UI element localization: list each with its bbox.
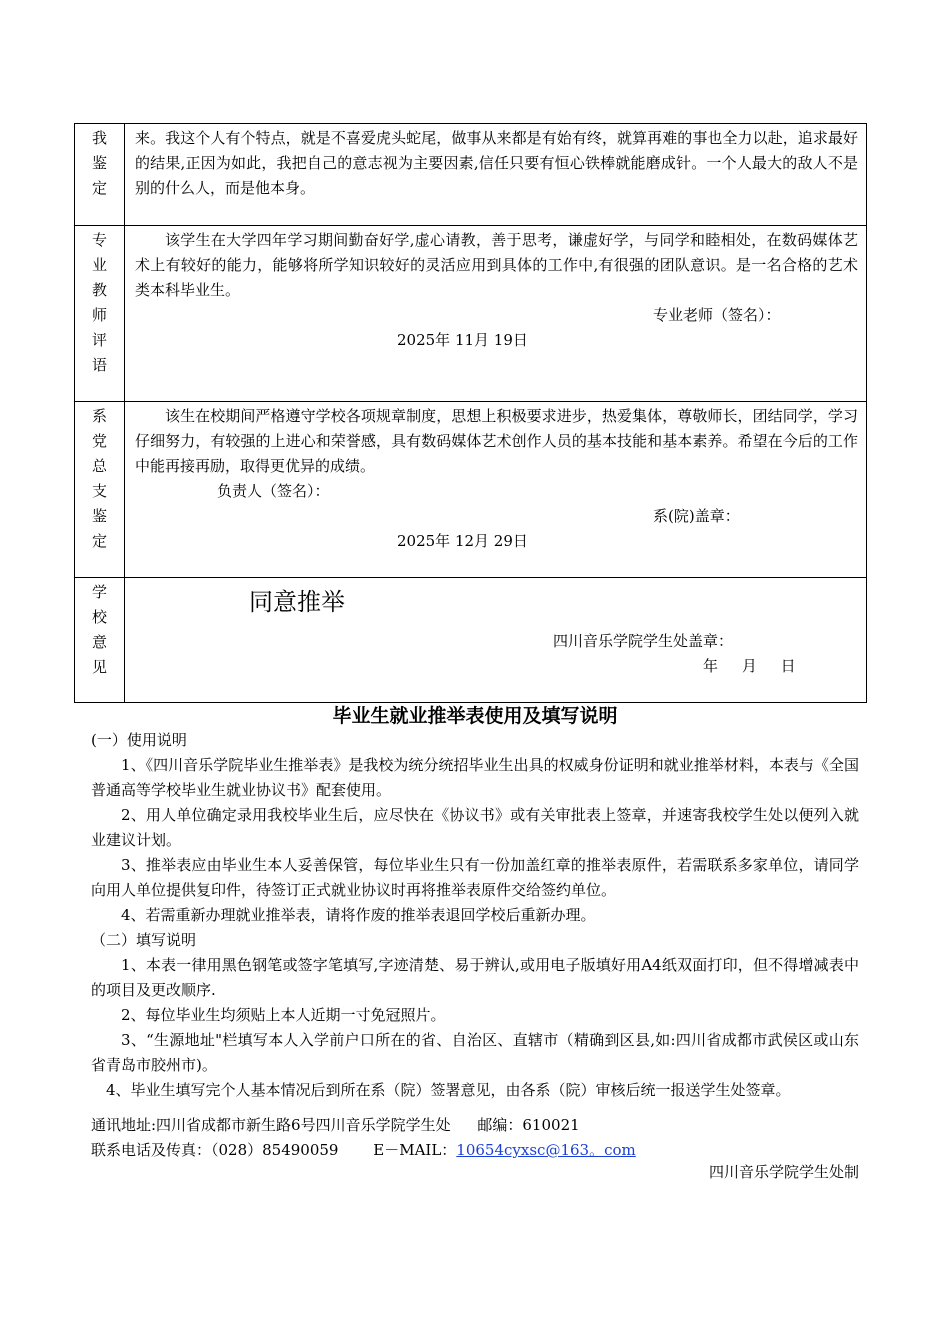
row-self-evaluation	[75, 124, 867, 226]
section-filling-heading: （二）填写说明	[91, 931, 197, 949]
label-teacher-comment: 专 业 教 师 评 语	[75, 226, 125, 402]
guide-body	[91, 728, 859, 1103]
address: 通讯地址:四川省成都市新生路6号四川音乐学院学生处	[91, 1116, 451, 1134]
filling-item: 1、本表一律用黑色钢笔或签字笔填写,字迹清楚、易于辨认,或用电子版填好用A4纸双面打印，但不得增减表中的项目及更改顺序.	[91, 956, 859, 999]
usage-item: 4、若需重新办理就业推举表，请将作废的推举表退回学校后重新办理。	[121, 906, 596, 924]
party-responsible-signature: 负责人（签名）：	[217, 482, 330, 500]
document-maker: 四川音乐学院学生处制	[708, 1163, 859, 1181]
party-date: 2025年 12月 29日	[397, 532, 528, 550]
row-teacher-comment	[75, 226, 867, 402]
teacher-comment-text: 该学生在大学四年学习期间勤奋好学,虚心请教，善于思考，谦虚好学，与同学和睦相处，在数码媒体艺术上有较好的能力，能够将所学知识较好的灵活应用到具体的工作中,有很强的团队意识。是一名合格的艺术类本科毕业生。	[135, 231, 858, 299]
guide-title: 毕业生就业推举表使用及填写说明	[332, 705, 618, 727]
label-school-opinion: 学 校 意 见	[75, 578, 125, 703]
school-stamp: 四川音乐学院学生处盖章：	[553, 632, 734, 650]
label-self-evaluation: 我 鉴 定	[75, 124, 125, 226]
filling-item: 3、“生源地址"栏填写本人入学前户口所在的省、自治区、直辖市（精确到区县,如:四川省成都市武侯区或山东省青岛市胶州市)。	[91, 1031, 859, 1074]
school-date: 年 月 日	[703, 657, 796, 675]
row-party-evaluation	[75, 402, 867, 578]
self-evaluation-text: 来。我这个人有个特点，就是不喜爱虎头蛇尾，做事从来都是有始有终，就算再难的事也全力以赴，追求最好的结果,正因为如此，我把自己的意志视为主要因素,信任只要有恒心铁棒就能磨成针。一个人最大的敌人不是别的什么人，而是他本身。	[135, 129, 858, 197]
usage-item: 2、用人单位确定录用我校毕业生后，应尽快在《协议书》或有关审批表上签章，并速寄我校学生处以便列入就业建议计划。	[91, 806, 859, 849]
postcode: 邮编：610021	[477, 1116, 580, 1134]
row-school-opinion	[75, 578, 867, 703]
usage-item: 1、《四川音乐学院毕业生推举表》是我校为统分统招毕业生出具的权威身份证明和就业推举材料，本表与《全国普通高等学校毕业生就业协议书》配套使用。	[91, 756, 859, 799]
email-link[interactable]: 10654cyxsc@163。com	[456, 1141, 636, 1159]
school-opinion-text: 同意推举	[249, 588, 345, 616]
teacher-date: 2025年 11月 19日	[397, 331, 528, 349]
filling-item: 4、毕业生填写完个人基本情况后到所在系（院）签署意见，由各系（院）审核后统一报送学生处签章。	[106, 1081, 791, 1099]
party-evaluation-text: 该生在校期间严格遵守学校各项规章制度，思想上积极要求进步，热爱集体，尊敬师长，团结同学，学习仔细努力，有较强的上进心和荣誉感，具有数码媒体艺术创作人员的基本技能和基本素养。希望在今后的工作中能再接再励，取得更优异的成绩。	[135, 407, 858, 475]
label-party-evaluation: 系 党 总 支 鉴 定	[75, 402, 125, 578]
teacher-signature: 专业老师（签名）：	[653, 306, 781, 324]
email-label: E－MAIL：	[373, 1141, 457, 1159]
filling-item: 2、每位毕业生均须贴上本人近期一寸免冠照片。	[121, 1006, 446, 1024]
usage-item: 3、推举表应由毕业生本人妥善保管，每位毕业生只有一份加盖红章的推举表原件，若需联系多家单位，请同学向用人单位提供复印件，待签订正式就业协议时再将推举表原件交给签约单位。	[91, 856, 859, 899]
section-usage-heading: (一）使用说明	[91, 731, 187, 749]
contact-footer	[91, 1113, 636, 1163]
recommendation-form-table	[74, 123, 867, 703]
department-stamp: 系(院)盖章：	[653, 507, 740, 525]
phone: 联系电话及传真：（028）85490059	[91, 1141, 339, 1159]
